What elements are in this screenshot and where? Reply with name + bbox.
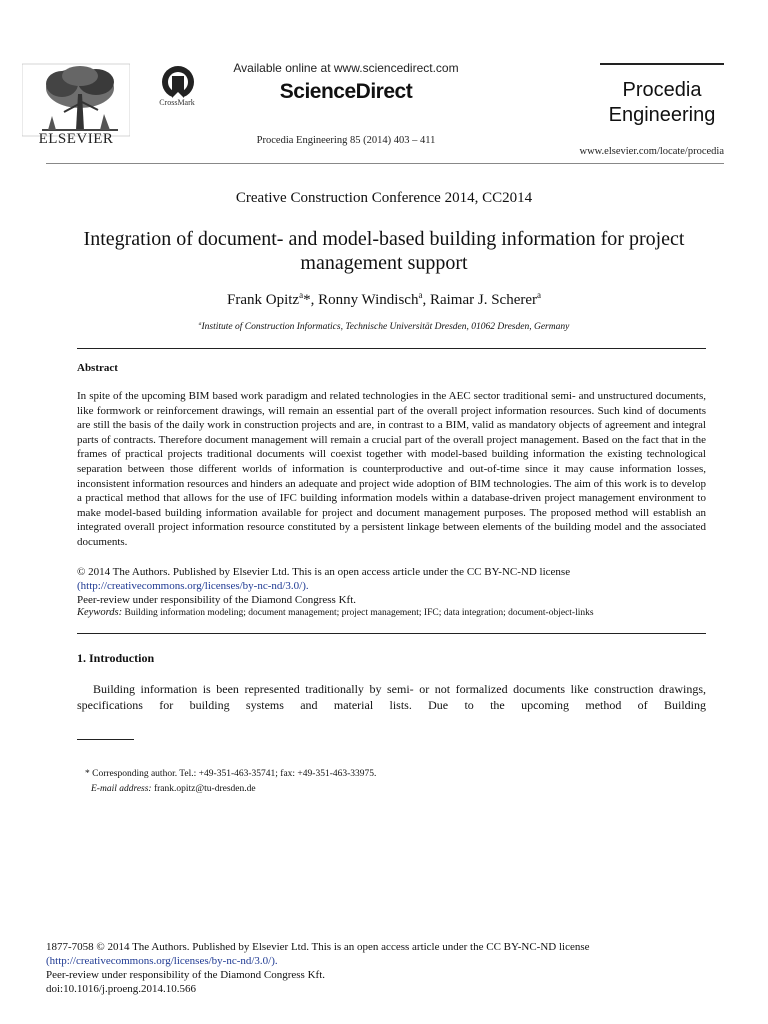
- author-affiliation-mark: a: [537, 290, 541, 300]
- footer-doi[interactable]: doi:10.1016/j.proeng.2014.10.566: [46, 983, 197, 995]
- footnote-rule: [77, 739, 134, 740]
- affiliation-text: Institute of Construction Informatics, Technische Universität Dresden, 01062 Dresden, Germany: [201, 322, 570, 332]
- author-name: Raimar J. Scherer: [429, 292, 537, 308]
- journal-name: [596, 78, 728, 128]
- available-online-text: Available online at www.sciencedirect.com: [233, 61, 459, 75]
- author-affiliation: [0, 322, 768, 332]
- article-title: Integration of document- and model-based building information for project management support: [83, 228, 685, 274]
- sciencedirect-logo[interactable]: ScienceDirect: [279, 80, 413, 103]
- author-name: Frank Opitz: [227, 292, 300, 308]
- page-footer: [46, 940, 726, 996]
- publisher-name: ELSEVIER: [38, 131, 114, 147]
- abstract-top-rule: [77, 348, 706, 349]
- email-note: [91, 784, 256, 794]
- footer-peer-review: Peer-review under responsibility of the Diamond Congress Kft.: [46, 969, 325, 981]
- email-address[interactable]: frank.opitz@tu-dresden.de: [153, 784, 256, 794]
- author-separator: ,: [310, 292, 319, 308]
- keywords-list: Building information modeling; document management; project management; IFC; data integration; document-object-links: [124, 608, 594, 618]
- author-separator: ,: [422, 292, 430, 308]
- keywords: [77, 607, 594, 618]
- abstract-text: In spite of the upcoming BIM based work paradigm and related technologies in the AEC sector traditional semi- and unstructured documents, like formwork or reinforcement drawings, will remain an essential part of the overall project information resources. Such kind of documents are still the basis of the daily work in construction projects and are, in contrast to a BIM, valid as mandatory objects of agreement and integral parts of contracts. Therefore document management will remain a crucial part of the overall project management. Based on the fact that in the frames of practical projects traditional documents will coexist together with model-based building information the existing technological separation between those different worlds of information is counterproductive and out-of-time since it may cause information losses, inconsistent information resources and hinders an adequate and project wide adoption of BIM technologies. The aim of this work is to develop a practical method that allows for the use of IFC building information models within a database-driven project management environment to make model-based building information available for project and document management purposes. The proposed method will establish an integrated overall project information resource constituted by a persistent linkage between elements of the building model and the associated documents.: [77, 390, 706, 548]
- journal-name-line2: Engineering: [608, 104, 716, 126]
- section-heading: 1. Introduction: [77, 651, 155, 665]
- footer-license: 1877-7058 © 2014 The Authors. Published by Elsevier Ltd. This is an open access article under the CC BY-NC-ND license: [46, 941, 590, 953]
- journal-name-rule: [600, 63, 724, 65]
- journal-url-link[interactable]: www.elsevier.com/locate/procedia: [579, 146, 724, 157]
- footer-license-link[interactable]: (http://creativecommons.org/licenses/by-nc-nd/3.0/).: [46, 955, 278, 967]
- journal-citation: Procedia Engineering 85 (2014) 403 – 411: [256, 135, 436, 146]
- crossmark-label: CrossMark: [159, 98, 195, 107]
- conference-name: Creative Construction Conference 2014, CC2014: [235, 190, 533, 206]
- corresponding-author-mark: *: [303, 292, 311, 308]
- abstract-bottom-rule: [77, 633, 706, 634]
- author-list: [0, 292, 768, 309]
- header-divider: [46, 163, 724, 164]
- peer-review-statement: Peer-review under responsibility of the Diamond Congress Kft.: [77, 594, 356, 606]
- author-name: Ronny Windisch: [318, 292, 419, 308]
- author-affiliation-mark: a: [418, 290, 423, 300]
- affiliation-mark: a: [198, 320, 202, 327]
- license-link[interactable]: (http://creativecommons.org/licenses/by-nc-nd/3.0/).: [77, 580, 309, 592]
- corresponding-author-note: * Corresponding author. Tel.: +49-351-463-35741; fax: +49-351-463-33975.: [85, 769, 377, 779]
- author-affiliation-mark: a: [299, 290, 304, 300]
- license-statement: © 2014 The Authors. Published by Elsevier Ltd. This is an open access article under the CC BY-NC-ND license: [77, 566, 571, 578]
- keywords-label: Keywords:: [77, 607, 123, 618]
- section-paragraph: Building information is been represented traditionally by semi- or not formalized documents like construction drawings, specifications for building systems and material lists. Due to the upcoming method of Building: [77, 682, 706, 712]
- email-label: E-mail address:: [91, 784, 152, 794]
- abstract-heading: Abstract: [77, 362, 118, 374]
- journal-name-line1: Procedia: [622, 79, 702, 101]
